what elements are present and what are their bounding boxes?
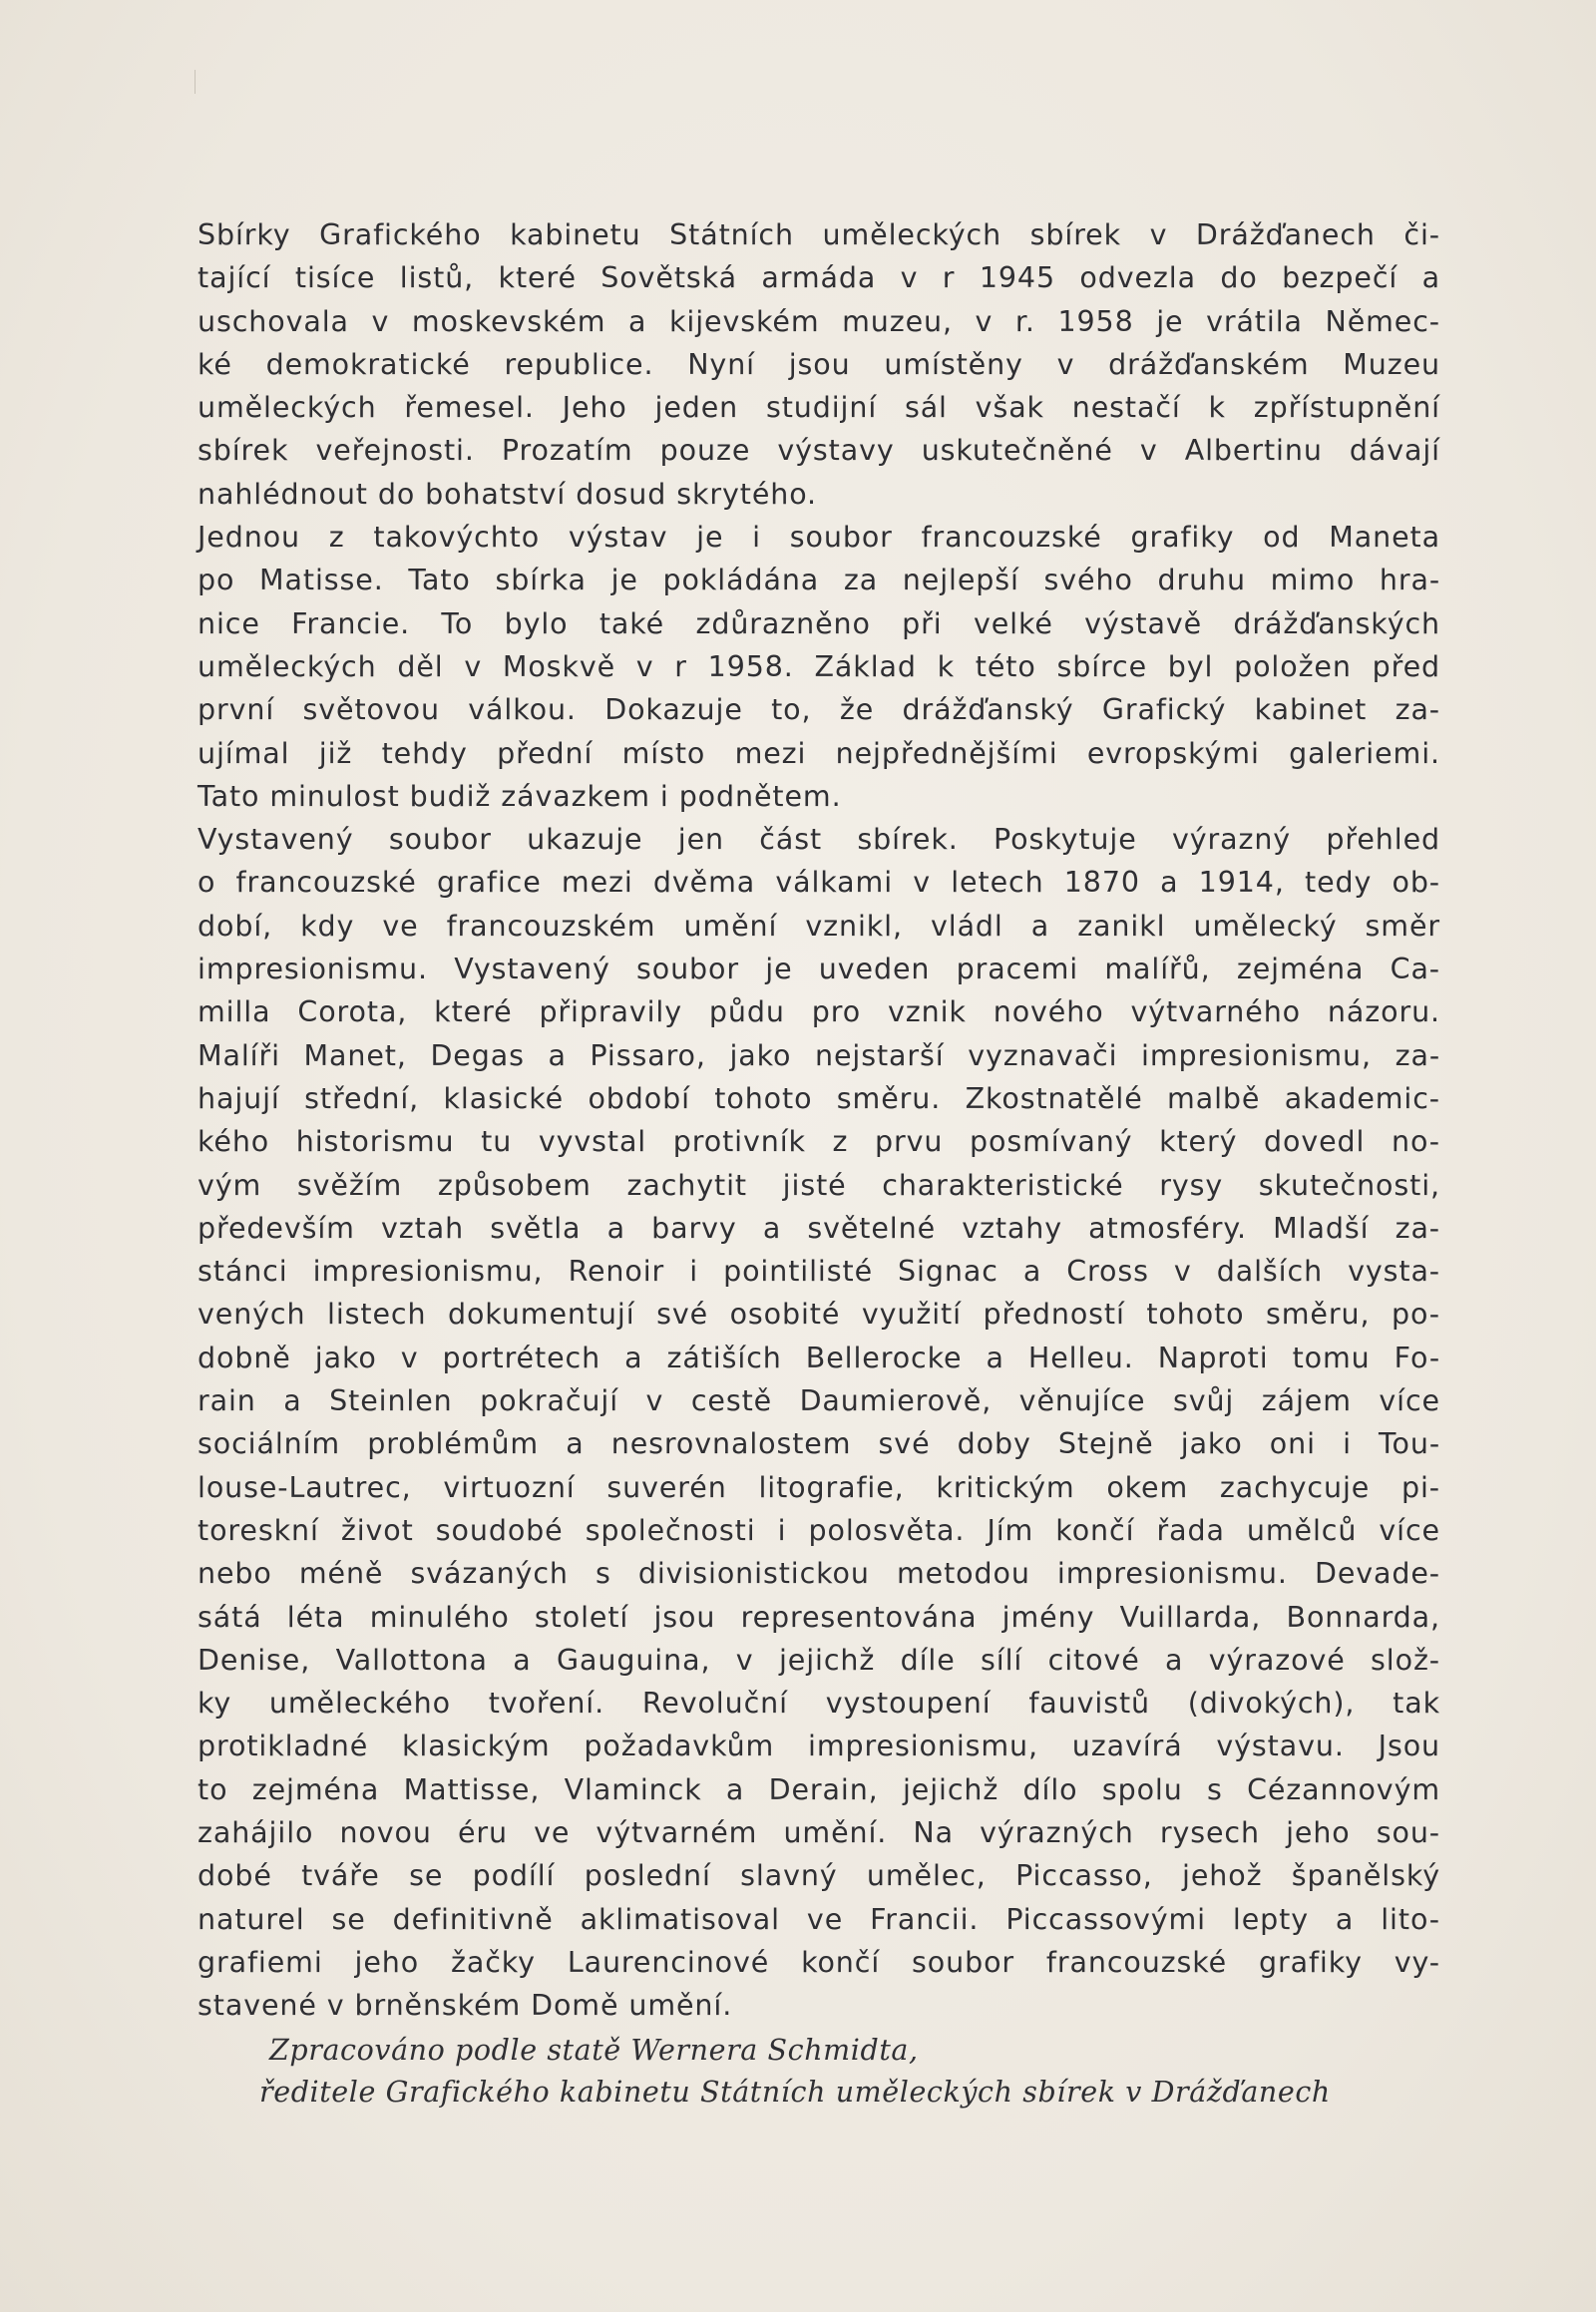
- author-credit: [259, 2030, 1436, 2114]
- body-line: uměleckých děl v Moskvě v r 1958. Základ k této sbírce byl položen před: [198, 649, 1440, 683]
- body-line: Tato minulost budiž závazkem i podnětem.: [198, 779, 842, 813]
- body-line: sátá léta minulého století jsou representována jmény Vuillarda, Bonnarda,: [198, 1600, 1440, 1634]
- body-line: po Matisse. Tato sbírka je pokládána za nejlepší svého druhu mimo hra-: [198, 564, 1440, 597]
- body-line: nice Francie. To bylo také zdůrazněno při velké výstavě drážďanských: [198, 606, 1440, 640]
- body-line: především vztah světla a barvy a světelné vztahy atmosféry. Mladší za-: [198, 1211, 1440, 1245]
- body-line: dobé tváře se podílí poslední slavný umělec, Piccasso, jehož španělský: [198, 1859, 1440, 1893]
- body-line: ké demokratické republice. Nyní jsou umístěny v drážďanském Muzeu: [198, 347, 1440, 381]
- body-line: kého historismu tu vyvstal protivník z prvu posmívaný který dovedl no-: [198, 1125, 1440, 1159]
- body-line: stavené v brněnském Domě umění.: [198, 1989, 733, 2023]
- body-line: dobně jako v portrétech a zátiších Bellerocke a Helleu. Naproti tomu Fo-: [198, 1341, 1440, 1374]
- body-line: vených listech dokumentují své osobité využití předností tohoto směru, po-: [198, 1298, 1440, 1332]
- body-line: Malíři Manet, Degas a Pissaro, jako nejstarší vyznavači impresionismu, za-: [198, 1038, 1440, 1072]
- body-line: protikladné klasickým požadavkům impresionismu, uzavírá výstavu. Jsou: [198, 1730, 1440, 1763]
- body-line: uschovala v moskevském a kijevském muzeu, v r. 1958 je vrátila Němec-: [198, 304, 1440, 338]
- body-line: louse-Lautrec, virtuozní suverén litografie, kritickým okem zachycuje pi-: [198, 1470, 1440, 1504]
- credit-line-source: Zpracováno podle statě Wernera Schmidta,: [269, 2034, 919, 2067]
- body-line: nebo méně svázaných s divisionistickou metodou impresionismu. Devade-: [198, 1557, 1440, 1591]
- body-line: první světovou válkou. Dokazuje to, že drážďanský Grafický kabinet za-: [198, 693, 1440, 727]
- body-line: vým svěžím způsobem zachytit jisté charakteristické rysy skutečnosti,: [198, 1168, 1440, 1202]
- body-line: o francouzské grafice mezi dvěma válkami v letech 1870 a 1914, tedy ob-: [198, 866, 1440, 900]
- body-line: impresionismu. Vystavený soubor je uveden pracemi malířů, zejména Ca-: [198, 953, 1440, 986]
- body-line: nahlédnout do bohatství dosud skrytého.: [198, 477, 818, 511]
- body-line: uměleckých řemesel. Jeho jeden studijní sál však nestačí k zpřístupnění: [198, 391, 1440, 425]
- body-line: tající tisíce listů, které Sovětská armáda v r 1945 odvezla do bezpečí a: [198, 261, 1440, 295]
- body-line: grafiemi jeho žačky Laurencinové končí soubor francouzské grafiky vy-: [198, 1945, 1440, 1979]
- body-line: milla Corota, které připravily půdu pro vznik nového výtvarného názoru.: [198, 995, 1440, 1029]
- credit-line-position: ředitele Grafického kabinetu Státních uměleckých sbírek v Drážďanech: [259, 2076, 1331, 2109]
- body-line: Vystavený soubor ukazuje jen část sbírek. Poskytuje výrazný přehled: [198, 823, 1440, 857]
- paper-mark: [195, 70, 196, 94]
- body-line: Sbírky Grafického kabinetu Státních uměleckých sbírek v Drážďanech či-: [198, 218, 1440, 251]
- body-line: naturel se definitivně aklimatisoval ve Francii. Piccassovými lepty a lito-: [198, 1902, 1440, 1936]
- body-line: sbírek veřejnosti. Prozatím pouze výstavy uskutečněné v Albertinu dávají: [198, 434, 1440, 468]
- body-line: dobí, kdy ve francouzském umění vznikl, vládl a zanikl umělecký směr: [198, 909, 1440, 943]
- body-line: zahájilo novou éru ve výtvarném umění. Na výrazných rysech jeho sou-: [198, 1815, 1440, 1849]
- body-line: ujímal již tehdy přední místo mezi nejpřednějšími evropskými galeriemi.: [198, 736, 1440, 770]
- body-line: Denise, Vallottona a Gauguina, v jejichž díle sílí citové a výrazové slož-: [198, 1643, 1440, 1677]
- body-line: toreskní život soudobé společnosti i polosvěta. Jím končí řada umělců více: [198, 1513, 1440, 1547]
- body-line: to zejména Mattisse, Vlaminck a Derain, jejichž dílo spolu s Cézannovým: [198, 1772, 1440, 1806]
- body-line: Jednou z takovýchto výstav je i soubor francouzské grafiky od Maneta: [198, 521, 1440, 555]
- body-line: rain a Steinlen pokračují v cestě Daumierově, věnujíce svůj zájem více: [198, 1384, 1440, 1418]
- article-body: [198, 213, 1440, 2027]
- body-line: sociálním problémům a nesrovnalostem své doby Stejně jako oni i Tou-: [198, 1427, 1440, 1461]
- body-line: hajují střední, klasické období tohoto směru. Zkostnatělé malbě akademic-: [198, 1081, 1440, 1115]
- body-line: ky uměleckého tvoření. Revoluční vystoupení fauvistů (divokých), tak: [198, 1687, 1440, 1721]
- body-line: stánci impresionismu, Renoir i pointilisté Signac a Cross v dalších vysta-: [198, 1255, 1440, 1289]
